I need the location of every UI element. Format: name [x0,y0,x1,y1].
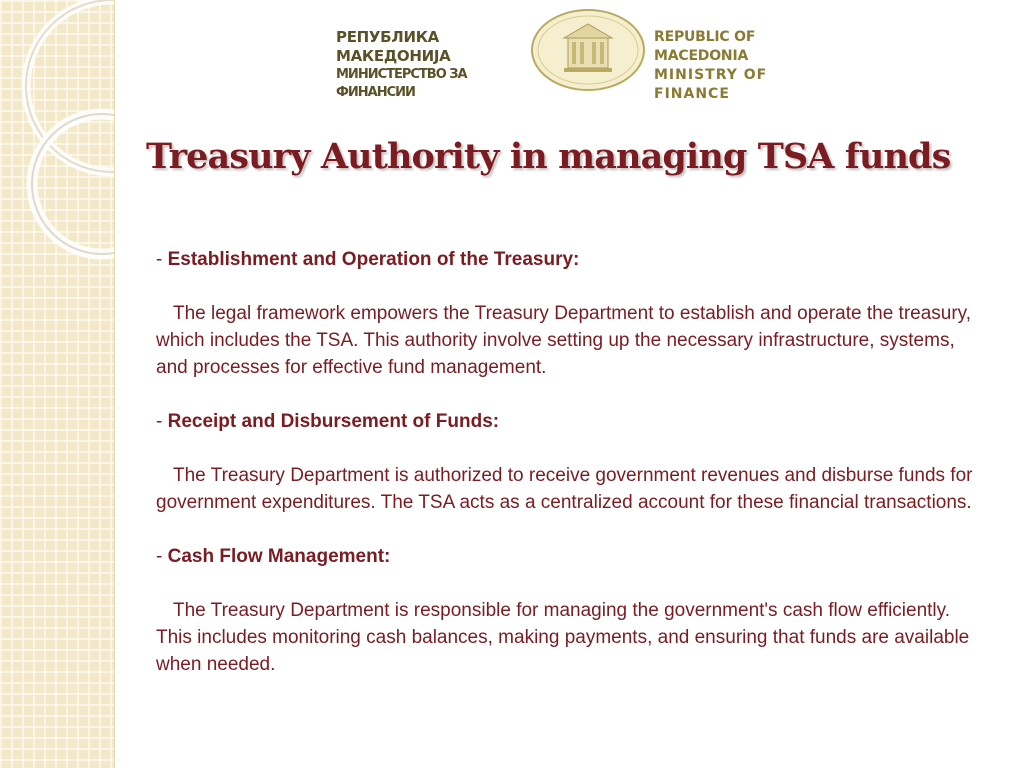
section-dash: - [156,411,163,432]
header-english [654,28,844,104]
section-heading-text: Cash Flow Management: [167,546,391,567]
header-cyrillic-line1: РЕПУБЛИКА МАКЕДОНИЈА [336,28,451,65]
ministry-building-emblem-icon [530,8,646,92]
header-cyrillic-line2: МИНИСТЕРСТВО ЗА ФИНАНСИИ [336,67,467,100]
header-english-line1: REPUBLIC OF MACEDONIA [654,29,756,64]
section-body: The legal framework empowers the Treasury Department to establish and operate the treasury, which includes the TSA. This authority involve setting up the necessary infrastructure, systems, and processes for effective fund management. [156,303,972,378]
section-dash: - [156,546,163,567]
slide-content [156,246,988,705]
header-english-line2: MINISTRY OF FINANCE [654,67,768,102]
section-body: The Treasury Department is responsible for managing the government's cash flow efficiently. This includes monitoring cash balances, making payments, and ensuring that funds are available when needed. [156,600,970,675]
section-dash: - [156,249,163,270]
decorative-side-strip [0,0,115,768]
decorative-rings [0,0,114,768]
section-heading-text: Establishment and Operation of the Treasury: [167,249,580,270]
section-heading-text: Receipt and Disbursement of Funds: [167,411,500,432]
section-heading [156,246,988,273]
section-body: The Treasury Department is authorized to receive government revenues and disburse funds for government expenditures. The TSA acts as a centralized account for these financial transactions. [156,465,973,513]
ministry-header [336,6,846,102]
slide-title: Treasury Authority in managing TSA funds [146,136,951,177]
header-cyrillic [336,28,526,102]
section-heading [156,543,988,570]
section-heading [156,408,988,435]
